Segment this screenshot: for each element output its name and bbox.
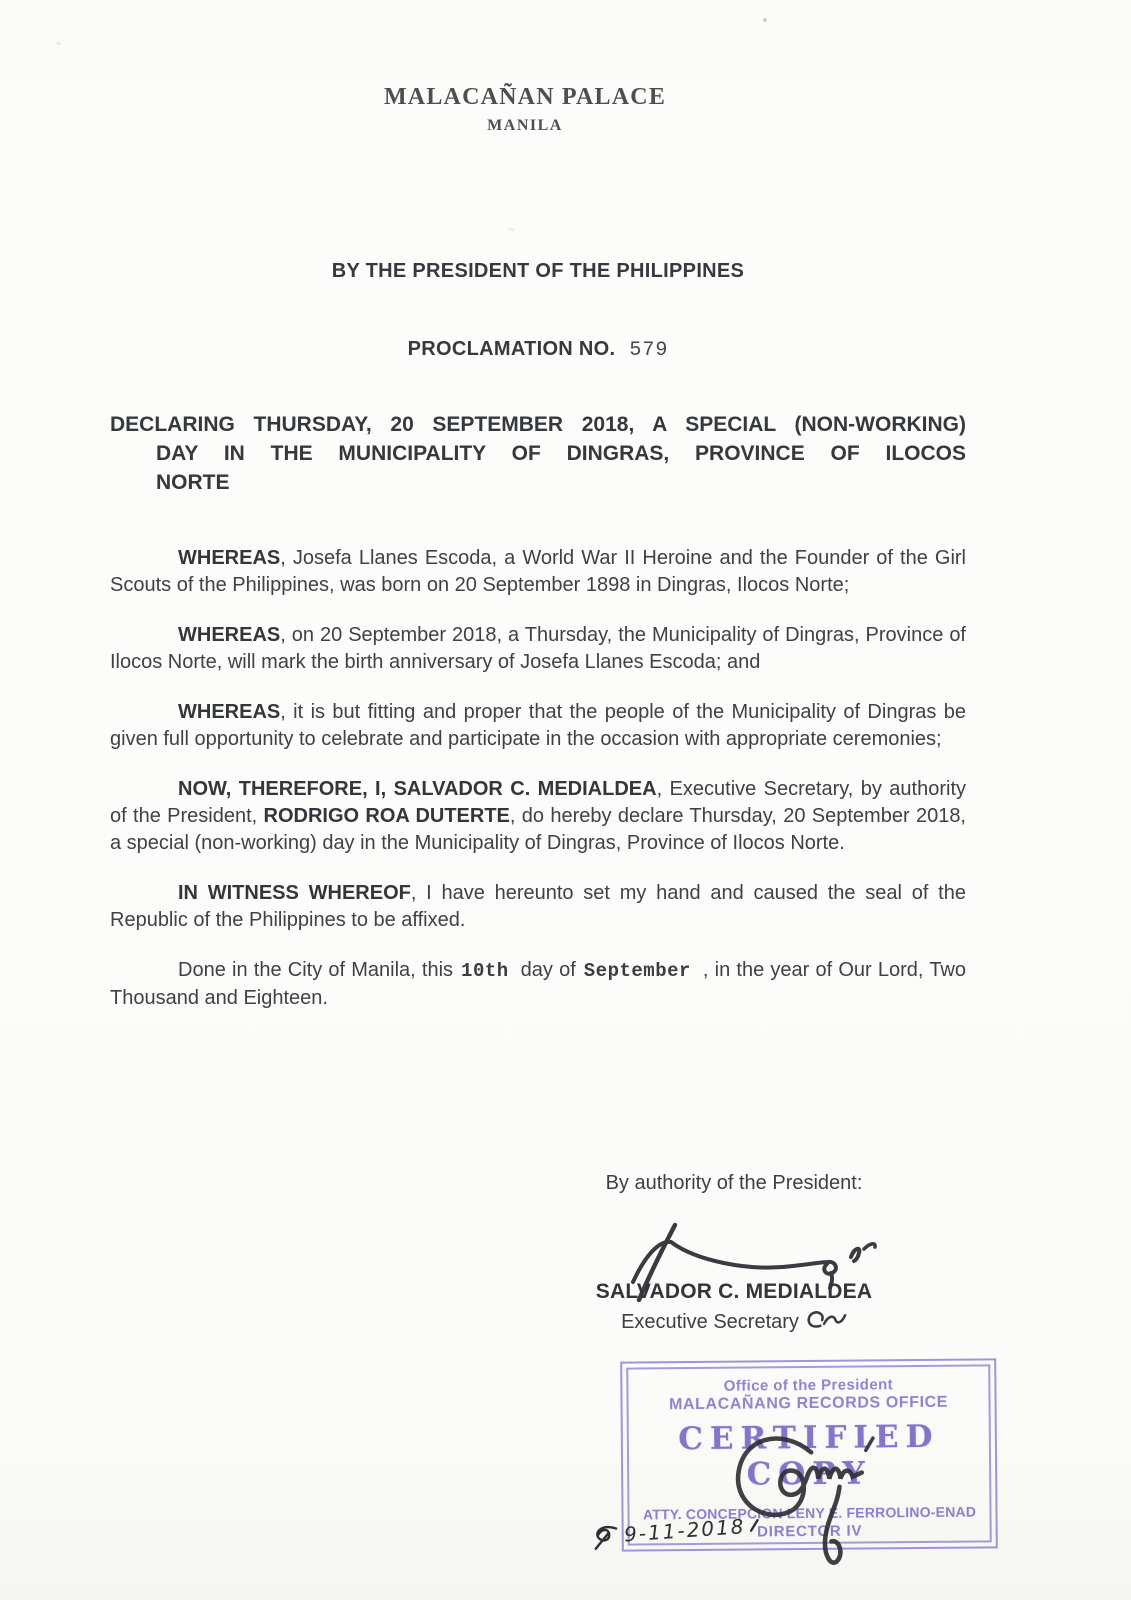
- date-tick: [747, 1516, 760, 1535]
- title-line: DECLARING THURSDAY, 20 SEPTEMBER 2018, A SPECIAL (NON-WORKING): [110, 413, 966, 436]
- signature-block: [583, 1172, 885, 1342]
- body-text: , on 20 September 2018, a Thursday, the Municipality of Dingras, Province of Ilocos Norte, will mark the birth anniversary of Josefa Llanes Escoda; and: [110, 624, 966, 673]
- body-text: , Executive Secretary, by authority of the President,: [110, 778, 966, 827]
- stamp-signature: [718, 1426, 880, 1588]
- letterhead-palace-title: MALACAÑAN PALACE: [383, 84, 667, 110]
- paragraph: [110, 622, 966, 676]
- scan-speck: [508, 228, 514, 231]
- letterhead-city: MANILA: [487, 117, 563, 134]
- document-body: [110, 410, 966, 1035]
- signatory-title-text: Executive Secretary: [621, 1311, 799, 1333]
- signatory-name: SALVADOR C. MEDIALDEA: [595, 1280, 873, 1303]
- title-line: NORTE: [156, 471, 230, 494]
- body-text: , it is but fitting and proper that the people of the Municipality of Dingras be given full opportunity to celebrate and participate in the occasion with appropriate ceremonies;: [110, 701, 966, 750]
- paragraph: [110, 545, 966, 599]
- typed-field: 10th: [461, 960, 509, 982]
- stamp-attorney-name: ATTY. CONCEPCION LENY E. FERROLINO-ENAD: [642, 1503, 977, 1523]
- authority-line: By authority of the President:: [605, 1172, 863, 1194]
- bold-text: IN WITNESS WHEREOF: [178, 882, 411, 904]
- paragraph: [110, 699, 966, 753]
- bold-text: WHEREAS: [178, 701, 281, 723]
- body-paragraphs: [110, 545, 966, 1012]
- stamp-records-office-line: MALACAÑANG RECORDS OFFICE: [668, 1393, 949, 1414]
- body-text: , in the year of Our Lord, Two Thousand and Eighteen.: [110, 959, 966, 1009]
- title-line: DAY IN THE MUNICIPALITY OF DINGRAS, PROVINCE OF ILOCOS: [156, 442, 966, 465]
- paragraph: [110, 776, 966, 857]
- date-flourish: [589, 1520, 623, 1552]
- bold-text: WHEREAS: [178, 547, 281, 569]
- body-text: Done in the City of Manila, this: [178, 959, 454, 981]
- paragraph: [110, 880, 966, 934]
- proclamation-number: 579: [629, 339, 669, 362]
- typed-field: September: [583, 960, 691, 982]
- scan-speck: [763, 18, 767, 22]
- proclamation-label: PROCLAMATION NO.: [407, 338, 616, 360]
- stamp-director-title: DIRECTOR IV: [756, 1522, 863, 1541]
- body-text: day of: [520, 959, 576, 981]
- stamp-office-line: Office of the President: [723, 1376, 894, 1395]
- scan-speck: [56, 42, 61, 45]
- paragraph: [110, 957, 966, 1012]
- proclamation-number-line: [110, 338, 966, 362]
- body-text: , I have hereunto set my hand and caused the seal of the Republic of the Philippines to be affixed.: [110, 882, 966, 931]
- body-text: , do hereby declare Thursday, 20 September 2018, a special (non-working) day in the Municipality of Dingras, Province of Ilocos Norte.: [110, 805, 966, 854]
- certified-copy-text: CERTIFIED COPY: [678, 1418, 940, 1493]
- handwritten-date-text: 9-11-2018: [623, 1514, 747, 1547]
- body-text: , Josefa Llanes Escoda, a World War II Heroine and the Founder of the Girl Scouts of the Philippines, was born on 20 September 1898 in Dingras, Ilocos Norte;: [110, 547, 966, 596]
- proclamation-title: [110, 410, 966, 497]
- bold-text: NOW, THEREFORE, I, SALVADOR C. MEDIALDEA: [178, 778, 657, 800]
- secretary-initials-scribble: [805, 1308, 847, 1334]
- signatory-title: [583, 1308, 885, 1334]
- by-the-president-heading: BY THE PRESIDENT OF THE PHILIPPINES: [331, 260, 745, 282]
- bold-text: WHEREAS: [178, 624, 281, 646]
- bold-text: RODRIGO ROA DUTERTE: [263, 805, 510, 827]
